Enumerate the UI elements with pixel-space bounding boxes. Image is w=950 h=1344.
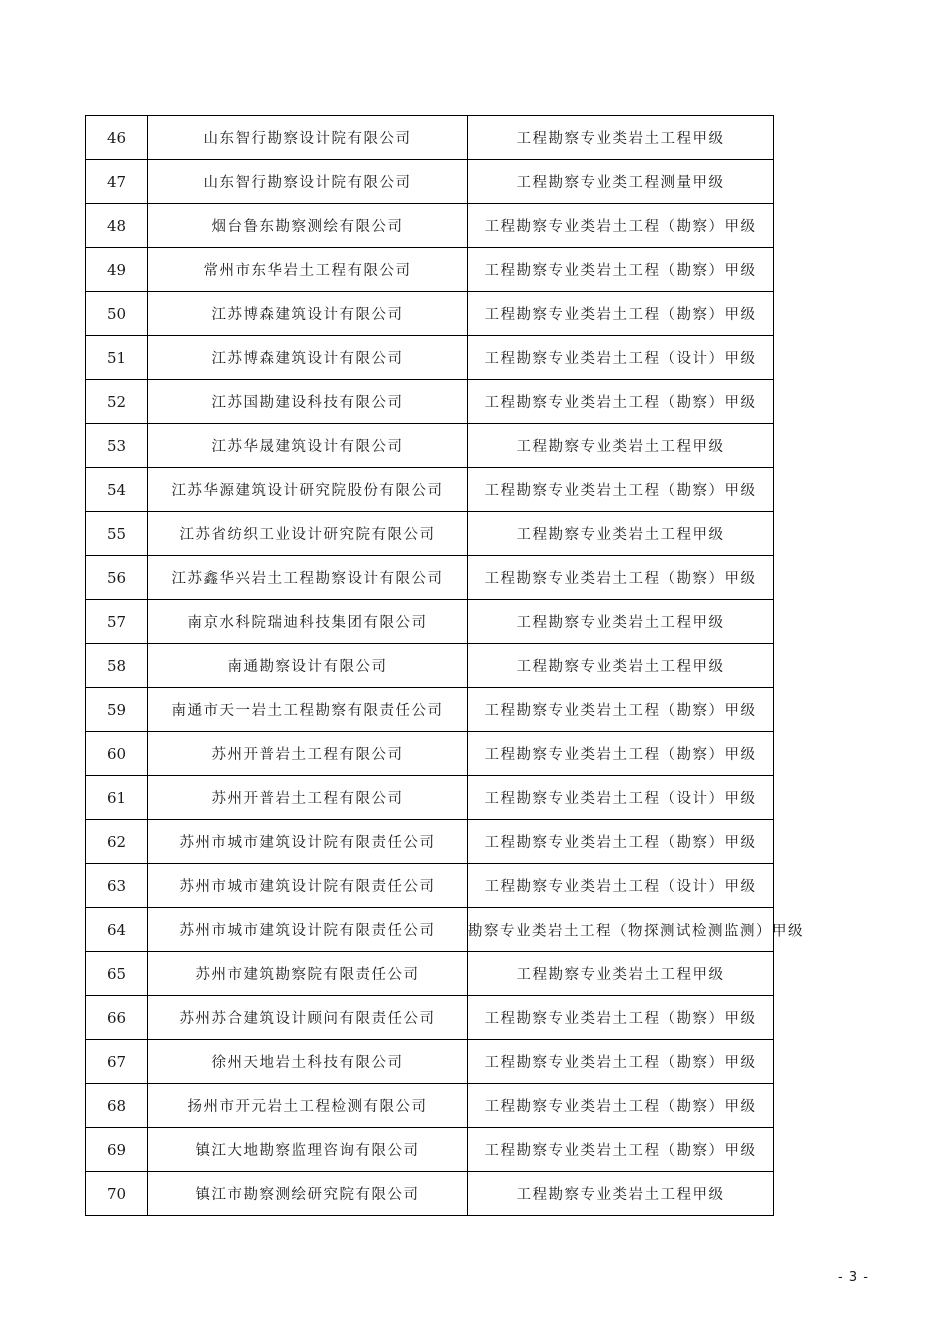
row-number-cell: 50 (86, 292, 148, 336)
qualification-cell: 工程勘察专业类岩土工程（勘察）甲级 (468, 556, 774, 600)
table-row (86, 776, 774, 820)
company-name-cell: 江苏华晟建筑设计有限公司 (148, 424, 468, 468)
table-row (86, 292, 774, 336)
table-row (86, 204, 774, 248)
row-number-cell: 66 (86, 996, 148, 1040)
company-name-cell: 山东智行勘察设计院有限公司 (148, 160, 468, 204)
qualification-cell: 工程勘察专业类岩土工程（勘察）甲级 (468, 1084, 774, 1128)
table-row (86, 556, 774, 600)
table-row (86, 864, 774, 908)
qualification-cell: 工程勘察专业类岩土工程甲级 (468, 424, 774, 468)
qualification-cell: 工程勘察专业类岩土工程甲级 (468, 644, 774, 688)
company-name-cell: 南通勘察设计有限公司 (148, 644, 468, 688)
table-row (86, 600, 774, 644)
qualification-cell: 工程勘察专业类岩土工程（勘察）甲级 (468, 1128, 774, 1172)
row-number-cell: 54 (86, 468, 148, 512)
table-row (86, 468, 774, 512)
qualification-cell: 工程勘察专业类岩土工程（勘察）甲级 (468, 688, 774, 732)
qualification-cell: 工程勘察专业类岩土工程（勘察）甲级 (468, 204, 774, 248)
table-row (86, 952, 774, 996)
row-number-cell: 57 (86, 600, 148, 644)
qualification-cell: 工程勘察专业类岩土工程（设计）甲级 (468, 336, 774, 380)
qualification-cell (468, 908, 804, 952)
row-number-cell: 70 (86, 1172, 148, 1216)
table-row (86, 336, 774, 380)
qualification-cell: 工程勘察专业类岩土工程（勘察）甲级 (468, 248, 774, 292)
company-name-cell: 苏州市城市建筑设计院有限责任公司 (148, 820, 468, 864)
company-name-cell: 烟台鲁东勘察测绘有限公司 (148, 204, 468, 248)
table-row (86, 820, 774, 864)
row-number-cell: 68 (86, 1084, 148, 1128)
row-number-cell: 61 (86, 776, 148, 820)
qualification-cell: 工程勘察专业类岩土工程（设计）甲级 (468, 776, 774, 820)
table-row (86, 160, 774, 204)
company-name-cell: 镇江大地勘察监理咨询有限公司 (148, 1128, 468, 1172)
company-name-cell: 苏州开普岩土工程有限公司 (148, 732, 468, 776)
row-number-cell: 59 (86, 688, 148, 732)
row-number-cell: 51 (86, 336, 148, 380)
row-number-cell: 64 (86, 908, 148, 952)
table-row (86, 1172, 774, 1216)
table-row (86, 380, 774, 424)
qualification-cell: 工程勘察专业类岩土工程（勘察）甲级 (468, 380, 774, 424)
qualification-cell: 工程勘察专业类岩土工程甲级 (468, 952, 774, 996)
table-row (86, 996, 774, 1040)
row-number-cell: 63 (86, 864, 148, 908)
company-name-cell: 苏州市建筑勘察院有限责任公司 (148, 952, 468, 996)
row-number-cell: 48 (86, 204, 148, 248)
row-number-cell: 52 (86, 380, 148, 424)
qualification-cell: 工程勘察专业类岩土工程（勘察）甲级 (468, 820, 774, 864)
row-number-cell: 46 (86, 116, 148, 160)
qualification-text: 勘察专业类岩土工程（物探测试检测监测）甲级 (468, 923, 804, 939)
company-name-cell: 江苏鑫华兴岩土工程勘察设计有限公司 (148, 556, 468, 600)
row-number-cell: 56 (86, 556, 148, 600)
table-row (86, 512, 774, 556)
company-name-cell: 南京水科院瑞迪科技集团有限公司 (148, 600, 468, 644)
qualification-cell: 工程勘察专业类岩土工程甲级 (468, 116, 774, 160)
row-number-cell: 62 (86, 820, 148, 864)
company-name-cell: 江苏博森建筑设计有限公司 (148, 336, 468, 380)
table-row (86, 116, 774, 160)
row-number-cell: 53 (86, 424, 148, 468)
company-name-cell: 江苏国勘建设科技有限公司 (148, 380, 468, 424)
qualification-cell: 工程勘察专业类岩土工程甲级 (468, 512, 774, 556)
table-row (86, 1040, 774, 1084)
table-row (86, 248, 774, 292)
row-number-cell: 55 (86, 512, 148, 556)
company-name-cell: 苏州苏合建筑设计顾问有限责任公司 (148, 996, 468, 1040)
qualification-cell: 工程勘察专业类岩土工程（勘察）甲级 (468, 732, 774, 776)
company-name-cell: 镇江市勘察测绘研究院有限公司 (148, 1172, 468, 1216)
qualification-cell: 工程勘察专业类岩土工程（勘察）甲级 (468, 1040, 774, 1084)
qualification-cell: 工程勘察专业类岩土工程（勘察）甲级 (468, 996, 774, 1040)
company-name-cell: 江苏博森建筑设计有限公司 (148, 292, 468, 336)
company-name-cell: 苏州开普岩土工程有限公司 (148, 776, 468, 820)
table-body (86, 116, 804, 1216)
company-name-cell: 徐州天地岩土科技有限公司 (148, 1040, 468, 1084)
page-number: - 3 - (838, 1270, 869, 1285)
table-row (86, 1084, 774, 1128)
row-number-cell: 67 (86, 1040, 148, 1084)
company-name-cell: 苏州市城市建筑设计院有限责任公司 (148, 864, 468, 908)
qualification-cell: 工程勘察专业类岩土工程甲级 (468, 600, 774, 644)
qualification-cell: 工程勘察专业类工程测量甲级 (468, 160, 774, 204)
table-row (86, 732, 774, 776)
table-row (86, 908, 774, 952)
table-row (86, 424, 774, 468)
qualification-cell: 工程勘察专业类岩土工程（设计）甲级 (468, 864, 774, 908)
row-number-cell: 58 (86, 644, 148, 688)
qualification-cell: 工程勘察专业类岩土工程（勘察）甲级 (468, 292, 774, 336)
company-name-cell: 江苏省纺织工业设计研究院有限公司 (148, 512, 468, 556)
table-row (86, 644, 774, 688)
table-row (86, 688, 774, 732)
qualification-cell: 工程勘察专业类岩土工程（勘察）甲级 (468, 468, 774, 512)
row-number-cell: 49 (86, 248, 148, 292)
row-number-cell: 69 (86, 1128, 148, 1172)
company-name-cell: 南通市天一岩土工程勘察有限责任公司 (148, 688, 468, 732)
row-number-cell: 65 (86, 952, 148, 996)
row-number-cell: 60 (86, 732, 148, 776)
qualification-table (85, 115, 804, 1216)
qualification-cell: 工程勘察专业类岩土工程甲级 (468, 1172, 774, 1216)
row-number-cell: 47 (86, 160, 148, 204)
company-name-cell: 常州市东华岩土工程有限公司 (148, 248, 468, 292)
company-name-cell: 江苏华源建筑设计研究院股份有限公司 (148, 468, 468, 512)
table-row (86, 1128, 774, 1172)
company-name-cell: 山东智行勘察设计院有限公司 (148, 116, 468, 160)
company-name-cell: 扬州市开元岩土工程检测有限公司 (148, 1084, 468, 1128)
company-name-cell: 苏州市城市建筑设计院有限责任公司 (148, 908, 468, 952)
